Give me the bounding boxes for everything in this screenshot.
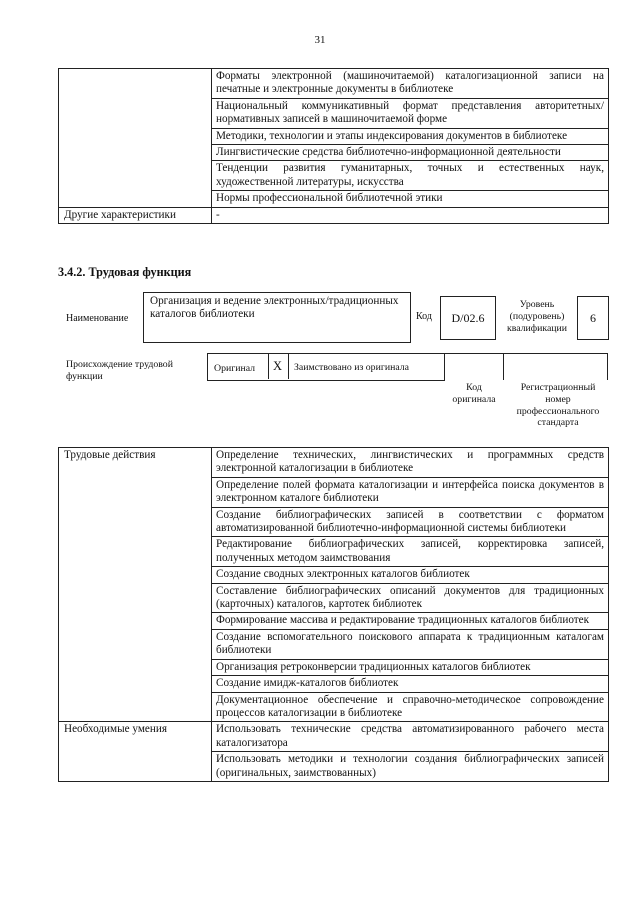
knowledge-table-continuation <box>58 68 609 224</box>
list-item: Создание сводных электронных каталогов библиотек <box>212 567 609 583</box>
list-item: Организация ретроконверсии традиционных каталогов библиотек <box>212 659 609 675</box>
row-value: Форматы электронной (машиночитаемой) каталогизационной записи на печатные и электронные документы в библиотеке <box>212 69 609 99</box>
code-box <box>440 296 496 340</box>
row-value: Методики, технологии и этапы индексирования документов в библиотеке <box>212 128 609 144</box>
row-value: - <box>212 207 609 223</box>
origin-divider-1 <box>268 353 269 379</box>
list-item: Создание имидж-каталогов библиотек <box>212 676 609 692</box>
table-row <box>59 448 609 478</box>
reg-number-cell <box>503 353 608 380</box>
name-label: Наименование <box>66 313 129 324</box>
section-label: Трудовые действия <box>59 448 212 722</box>
function-name: Организация и ведение электронных/традиционных каталогов библиотеки <box>150 295 399 321</box>
list-item: Определение технических, лингвистических и программных средств электронной каталогизации в библиотеке <box>212 448 609 478</box>
row-label: Другие характеристики <box>59 207 212 223</box>
origin-label: Происхождение трудовой функции <box>66 359 173 382</box>
labor-functions-table <box>58 447 609 782</box>
list-item: Создание вспомогательного поискового аппарата к традиционным каталогам библиотеки <box>212 629 609 659</box>
row-value: Лингвистические средства библиотечно-информационной деятельности <box>212 145 609 161</box>
borrowed-label: Заимствовано из оригинала <box>294 362 409 373</box>
row-value: Нормы профессиональной библиотечной этики <box>212 191 609 207</box>
original-mark: X <box>273 359 283 373</box>
section-title: 3.4.2. Трудовая функция <box>58 265 192 279</box>
origin-divider-2 <box>288 353 289 379</box>
name-box <box>143 292 411 343</box>
list-item: Редактирование библиографических записей, корректировка записей, полученных методом заимствования <box>212 537 609 567</box>
list-item: Создание библиографических записей в соответствии с форматом автоматизированной библиотечно-информационной системы библиотеки <box>212 507 609 537</box>
row-label <box>59 69 212 208</box>
list-item: Использовать методики и технологии создания библиографических записей (оригинальных, заимствованных) <box>212 752 609 782</box>
list-item: Составление библиографических описаний документов для традиционных (карточных) каталогов, картотек библиотек <box>212 583 609 613</box>
row-value: Национальный коммуникативный формат представления авторитетных/нормативных записей в машиночитаемой форме <box>212 98 609 128</box>
row-value: Тенденции развития гуманитарных, точных и естественных наук, художественной литературы, искусства <box>212 161 609 191</box>
level-box <box>577 296 609 340</box>
code-original-label: Код оригинала <box>452 382 496 405</box>
list-item: Формирование массива и редактирование традиционных каталогов библиотек <box>212 613 609 629</box>
original-label: Оригинал <box>214 363 256 374</box>
level-label: Уровень (подуровень) квалификации <box>506 299 568 335</box>
qualification-level: 6 <box>590 311 596 325</box>
list-item: Определение полей формата каталогизации и интерфейса поиска документов в электронном каталоге библиотеки <box>212 477 609 507</box>
list-item: Документационное обеспечение и справочно-методическое сопровождение процессов каталогизации в библиотеке <box>212 692 609 722</box>
code-original-cell <box>443 353 504 380</box>
code-label: Код <box>416 311 432 322</box>
table-row <box>59 722 609 752</box>
table-row <box>59 69 609 99</box>
list-item: Использовать технические средства автоматизированного рабочего места каталогизатора <box>212 722 609 752</box>
page-number: 31 <box>314 34 326 46</box>
table-row <box>59 207 609 223</box>
reg-number-label: Регистрационный номер профессионального стандарта <box>516 382 600 429</box>
section-label: Необходимые умения <box>59 722 212 782</box>
function-code: D/02.6 <box>451 311 485 325</box>
